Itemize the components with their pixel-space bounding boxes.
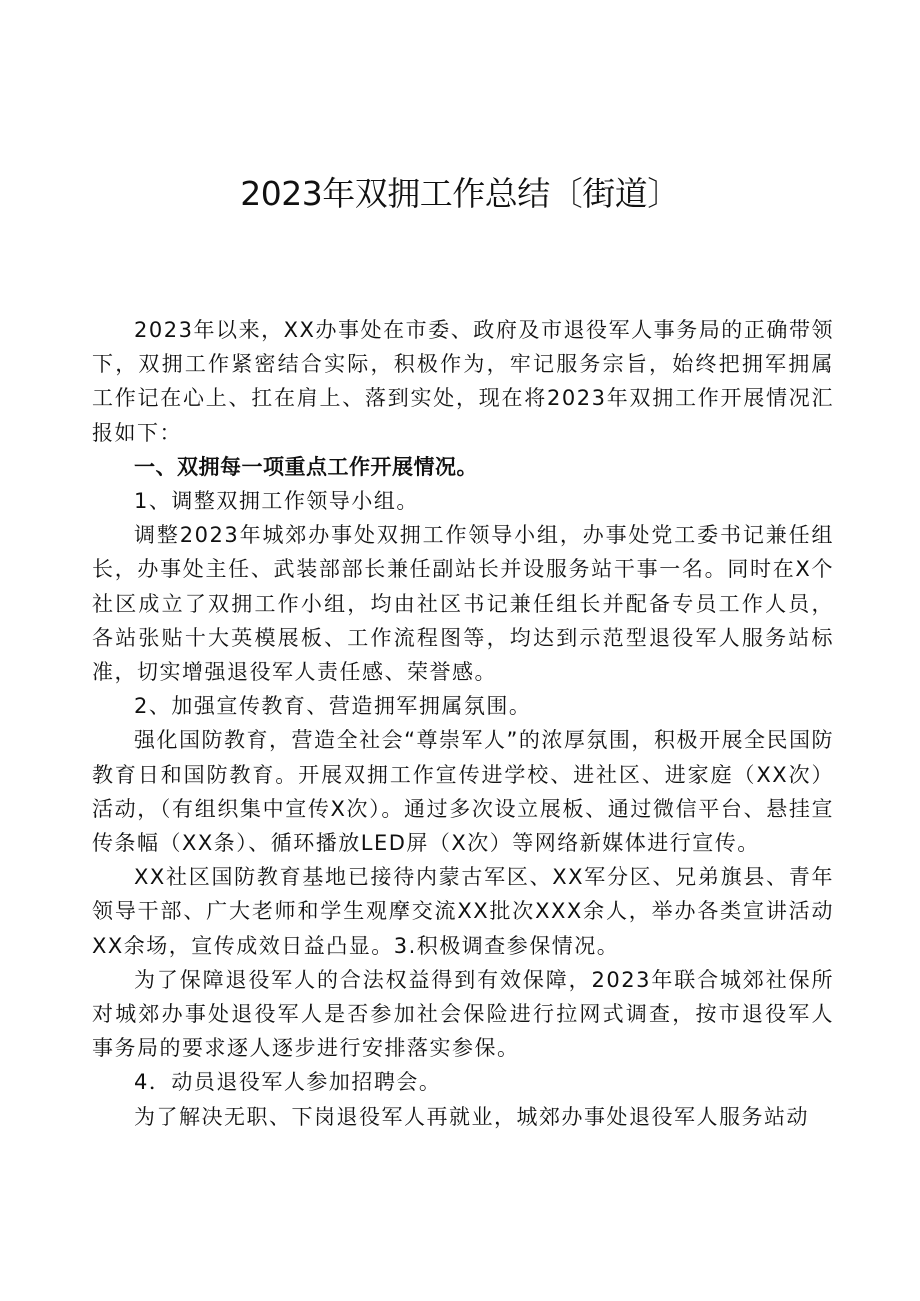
section-heading: 一、双拥每一项重点工作开展情况。 (134, 454, 478, 479)
intro-paragraph: 2023年以来，XX办事处在市委、政府及市退役军人事务局的正确带领下，双拥工作紧密结合实际，积极作为，牢记服务宗旨，始终把拥军拥属工作记在心上、扛在肩上、落到实处，现在将2023年双拥工作开展情况汇报如下： (92, 318, 834, 445)
body-paragraph: XX社区国防教育基地已接待内蒙古军区、XX军分区、兄弟旗县、青年领导干部、广大老师和学生观摩交流XX批次XXX余人，举办各类宣讲活动XX余场，宣传成效日益凸显。3.积极调查参保情况。 (92, 865, 834, 958)
subsection-heading-1: 1、调整双拥工作领导小组。 (134, 489, 419, 514)
document-body (92, 313, 834, 1134)
document-title: 2023年双拥工作总结〔街道〕 (240, 174, 680, 213)
body-paragraph: 为了保障退役军人的合法权益得到有效保障，2023年联合城郊社保所对城郊办事处退役军人是否参加社会保险进行拉网式调查，按市退役军人事务局的要求逐人逐步进行安排落实参保。 (92, 967, 834, 1061)
body-paragraph: 为了解决无职、下岗退役军人再就业，城郊办事处退役军人服务站动 (134, 1104, 809, 1129)
body-paragraph: 调整2023年城郊办事处双拥工作领导小组，办事处党工委书记兼任组长，办事处主任、武装部部长兼任副站长并设服务站干事一名。同时在X个社区成立了双拥工作小组，均由社区书记兼任组长并配备专员工作人员，各站张贴十大英模展板、工作流程图等，均达到示范型退役军人服务站标准，切实增强退役军人责任感、荣誉感。 (92, 523, 834, 685)
body-paragraph: 强化国防教育，营造全社会“尊崇军人”的浓厚氛围，积极开展全民国防教育日和国防教育。开展双拥工作宣传进学校、进社区、进家庭（XX次）活动，（有组织集中宣传X次）。通过多次设立展板、通过微信平台、悬挂宣传条幅（XX条）、循环播放LED屏（X次）等网络新媒体进行宣传。 (92, 728, 834, 856)
subsection-heading-2: 2、加强宣传教育、营造拥军拥属氛围。 (134, 694, 532, 719)
subsection-heading-4: 4．动员退役军人参加招聘会。 (134, 1070, 442, 1095)
